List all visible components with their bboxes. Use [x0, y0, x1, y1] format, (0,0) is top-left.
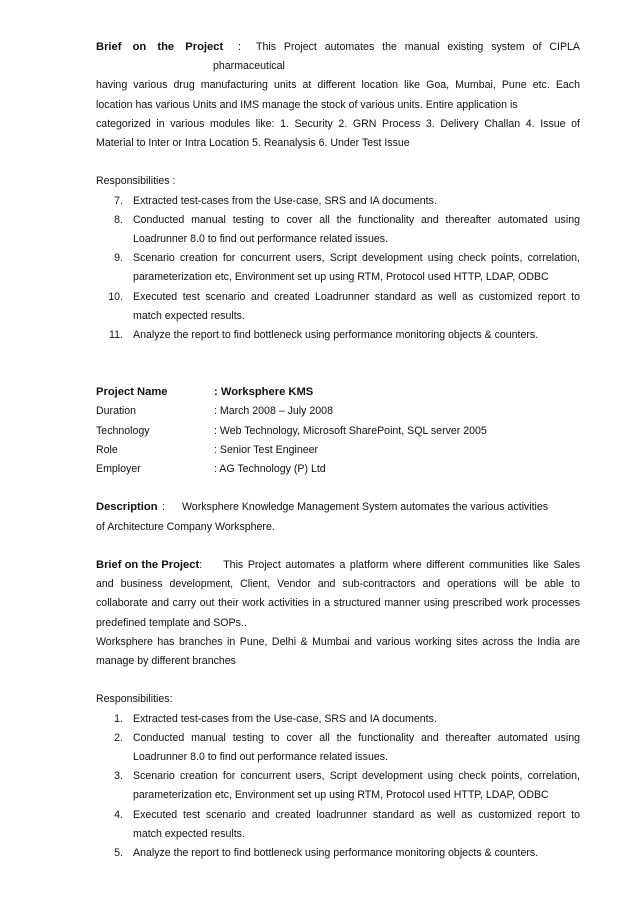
item-text: Loadrunner 8.0 to find out performance related issues.: [133, 233, 388, 246]
list-item: [96, 844, 580, 863]
detail-value: : Senior Test Engineer: [214, 443, 319, 456]
list-item: [96, 249, 580, 287]
detail-label: Duration: [96, 405, 137, 418]
item-text: parameterization etc, Environment set up using RTM, Protocol used HTTP, LDAP, ODBC: [133, 789, 549, 802]
list-item: [96, 767, 580, 805]
brief-colon: :: [199, 559, 203, 572]
item-text: Analyze the report to find bottleneck using performance monitoring objects & counters.: [133, 329, 539, 342]
brief-text-continued: pharmaceutical: [213, 60, 285, 73]
item-text: match expected results.: [133, 827, 245, 840]
detail-value: : Web Technology, Microsoft SharePoint, SQL server 2005: [214, 424, 487, 437]
project-name-row: [96, 383, 580, 402]
item-number: 11.: [109, 329, 123, 342]
description-label: Description: [96, 501, 158, 514]
paragraph-line: Worksphere has branches in Pune, Delhi & Mumbai and various working sites across the India are: [96, 635, 580, 648]
paragraph-line: location has various Units and IMS manage the stock of various units. Entire application is: [96, 98, 518, 111]
project-name-value: : Worksphere KMS: [214, 386, 314, 399]
list-item: [96, 192, 580, 211]
paragraph-line: collaborate and carry out their work activities in a structured manner using prescribed work processes: [96, 597, 580, 610]
item-text: Conducted manual testing to cover all the functionality and thereafter automated using: [133, 213, 580, 226]
detail-label: Technology: [96, 424, 150, 437]
description-text-continued: of Architecture Company Worksphere.: [96, 520, 275, 533]
description-colon: :: [162, 501, 165, 514]
brief-label: Brief on the Project: [96, 559, 200, 572]
paragraph-line: and business development, Client, Vendor and sub-contractors and operations will be able to: [96, 578, 580, 591]
paragraph-line: Material to Inter or Intra Location 5. Reanalysis 6. Under Test Issue: [96, 137, 410, 150]
list-item: [96, 211, 580, 249]
responsibilities-list: [96, 192, 580, 346]
paragraph-line: having various drug manufacturing units at different location like Goa, Mumbai, Pune etc. Each: [96, 79, 580, 92]
item-number: 10.: [108, 290, 123, 303]
resume-page: [96, 38, 580, 863]
item-number: 3.: [114, 770, 123, 783]
detail-value: : March 2008 – July 2008: [214, 405, 333, 418]
brief-label: Brief on the Project: [96, 41, 224, 53]
item-text: Loadrunner 8.0 to find out performance related issues.: [133, 751, 388, 764]
item-text: Conducted manual testing to cover all the functionality and thereafter automated using: [133, 731, 580, 744]
project2-brief-heading: [96, 556, 580, 575]
detail-value: : AG Technology (P) Ltd: [214, 463, 326, 476]
item-number: 2.: [114, 731, 123, 744]
project-name-label: Project Name: [96, 386, 168, 399]
detail-label: Employer: [96, 463, 141, 476]
item-text: match expected results.: [133, 309, 245, 322]
responsibilities-heading: Responsibilities :: [96, 175, 176, 188]
list-item: [96, 326, 580, 345]
list-item: [96, 806, 580, 844]
item-number: 8.: [114, 213, 123, 226]
detail-row: [96, 422, 580, 441]
paragraph-line: manage by different branches: [96, 655, 236, 668]
paragraph-line: predefined template and SOPs..: [96, 616, 247, 629]
list-item: [96, 288, 580, 326]
list-item: [96, 729, 580, 767]
detail-row: [96, 460, 580, 479]
item-text: Extracted test-cases from the Use-case, SRS and IA documents.: [133, 712, 437, 725]
responsibilities-list: [96, 710, 580, 864]
paragraph-line: categorized in various modules like: 1. Security 2. GRN Process 3. Delivery Challan 4. Issue of: [96, 117, 580, 130]
detail-label: Role: [96, 443, 118, 456]
item-number: 5.: [114, 847, 123, 860]
description-heading: [96, 498, 580, 517]
detail-row: [96, 441, 580, 460]
list-item: [96, 710, 580, 729]
item-number: 4.: [114, 808, 123, 821]
responsibilities-heading: Responsibilities:: [96, 693, 173, 706]
brief-text: This Project automates the manual existing system of CIPLA: [256, 41, 580, 53]
brief-colon: :: [238, 41, 241, 53]
item-text: Executed test scenario and created loadrunner standard as well as customized report to: [133, 808, 580, 821]
item-number: 1.: [114, 712, 123, 725]
brief-text: This Project automates a platform where different communities like Sales: [223, 559, 580, 572]
item-number: 9.: [114, 252, 123, 265]
project1-brief-heading: [96, 38, 580, 57]
description-text: Worksphere Knowledge Management System automates the various activities: [182, 501, 549, 514]
item-text: Extracted test-cases from the Use-case, SRS and IA documents.: [133, 194, 437, 207]
item-text: Scenario creation for concurrent users, Script development using check points, correlation,: [133, 252, 580, 265]
item-text: Scenario creation for concurrent users, Script development using check points, correlation,: [133, 770, 580, 783]
item-number: 7.: [114, 194, 123, 207]
item-text: Analyze the report to find bottleneck using performance monitoring objects & counters.: [133, 847, 539, 860]
detail-row: [96, 402, 580, 421]
item-text: parameterization etc, Environment set up using RTM, Protocol used HTTP, LDAP, ODBC: [133, 271, 549, 284]
item-text: Executed test scenario and created Loadrunner standard as well as customized report to: [133, 290, 580, 303]
